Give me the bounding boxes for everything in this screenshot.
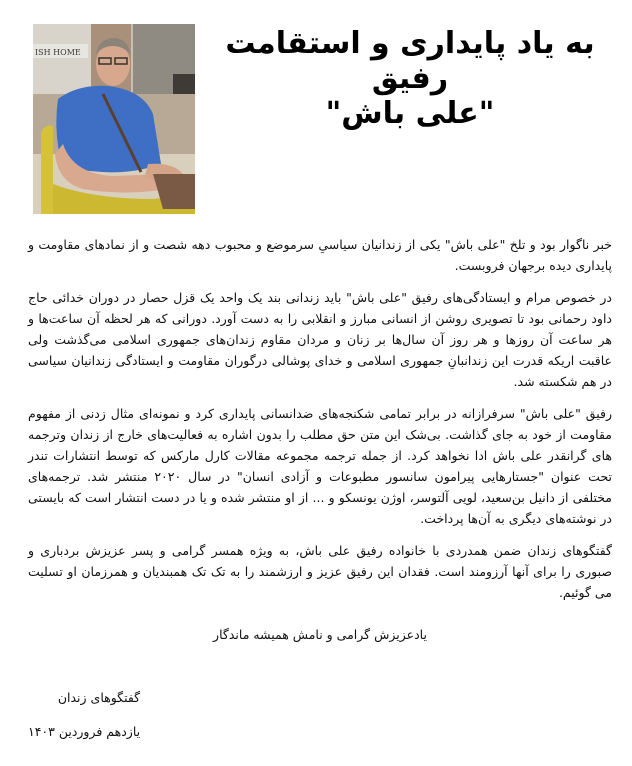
article-body [28,234,612,614]
title-line: رفیق [371,61,449,96]
paragraph: گفتگوهای زندان ضمن همدردی با خانواده رفیق علی باش، به ویژه همسر گرامی و پسر عزیزش بردباری و صبوری را برای آنها آرزومند است. فقدان این رفیق عزیز و ارزشمند را به تک تک همبندیان و همرزمان او تسلیت می گوئیم. [28,543,612,600]
store-sign: ISH HOME [35,48,81,57]
title-line: "علی باش" [325,96,495,131]
signature-org: گفتگوهای زندان [57,690,141,705]
paragraph: در خصوص مرام و ایستادگی‌های رفیق "علی باش" باید زندانی بند یک واحد یک قزل حصار در دوران خدائی حاج داود رحمانی بود تا تصویری روشن از انسانی مبارز و انقلابی را به دست آورد. دورانی که هر لحظه آن ساعت‌ها و هر ساعت آن روزها و هر روز آن سال‌ها بر زنان و مردان مقاوم زندان‌های جمهوری اسلامی می‌گذشت ولی عاقبت اریکه قدرت این زندانبانِ جمهوری اسلامی و خدای پوشالی درگوران مقاومت و ایستادگی زندانیان سیاسی در هم شکسته شد. [28,290,612,389]
memorial-title [200,26,620,131]
portrait-image [33,24,195,214]
paragraph: خبر ناگوار بود و تلخ "علی باش" یکی از زندانیان سیاسیِ سرموضع و محبوب دهه شصت و از نمادهای مقاومت و پایداری دیده برجهان فروبست. [28,237,612,273]
paragraph: رفیق "علی باش" سرفرازانه در برابر تمامی شکنجه‌های ضدانسانی پایداری کرد و نمونه‌ای مثال زدنی از مفهوم مقاومت از خود به جای گذاشت. بی‌شک این متن حق مطلب را بدون اشاره به فعالیت‌های خارج از زندان وترجمه های گرانقدر علی باش ادا نخواهد کرد. از جمله ترجمه مجموعه مقالات کارل مارکس که توسط انتشارات تندر تحت عنوان "جستارهایی پیرامون سانسور مطبوعات و آزادی انسان" در سال ۲۰۲۰ منتشر شد. ترجمه‌های مختلفی از دانیل بن‌سعید، لویی آلتوسر، اوژن یونسکو و ... از او منتشر شده و یا در دست انتشار است که بایستی در نوشته‌های دیگری به آن‌ها پرداخت. [28,406,612,526]
closing-line: یادعزیزش گرامی و نامش همیشه ماندگار [213,627,427,642]
signature-block [28,688,140,756]
signature-date: یازدهم فروردین ۱۴۰۳ [28,724,141,739]
title-line: به یاد پایداری و استقامت [225,26,595,61]
portrait-photo [33,24,195,214]
